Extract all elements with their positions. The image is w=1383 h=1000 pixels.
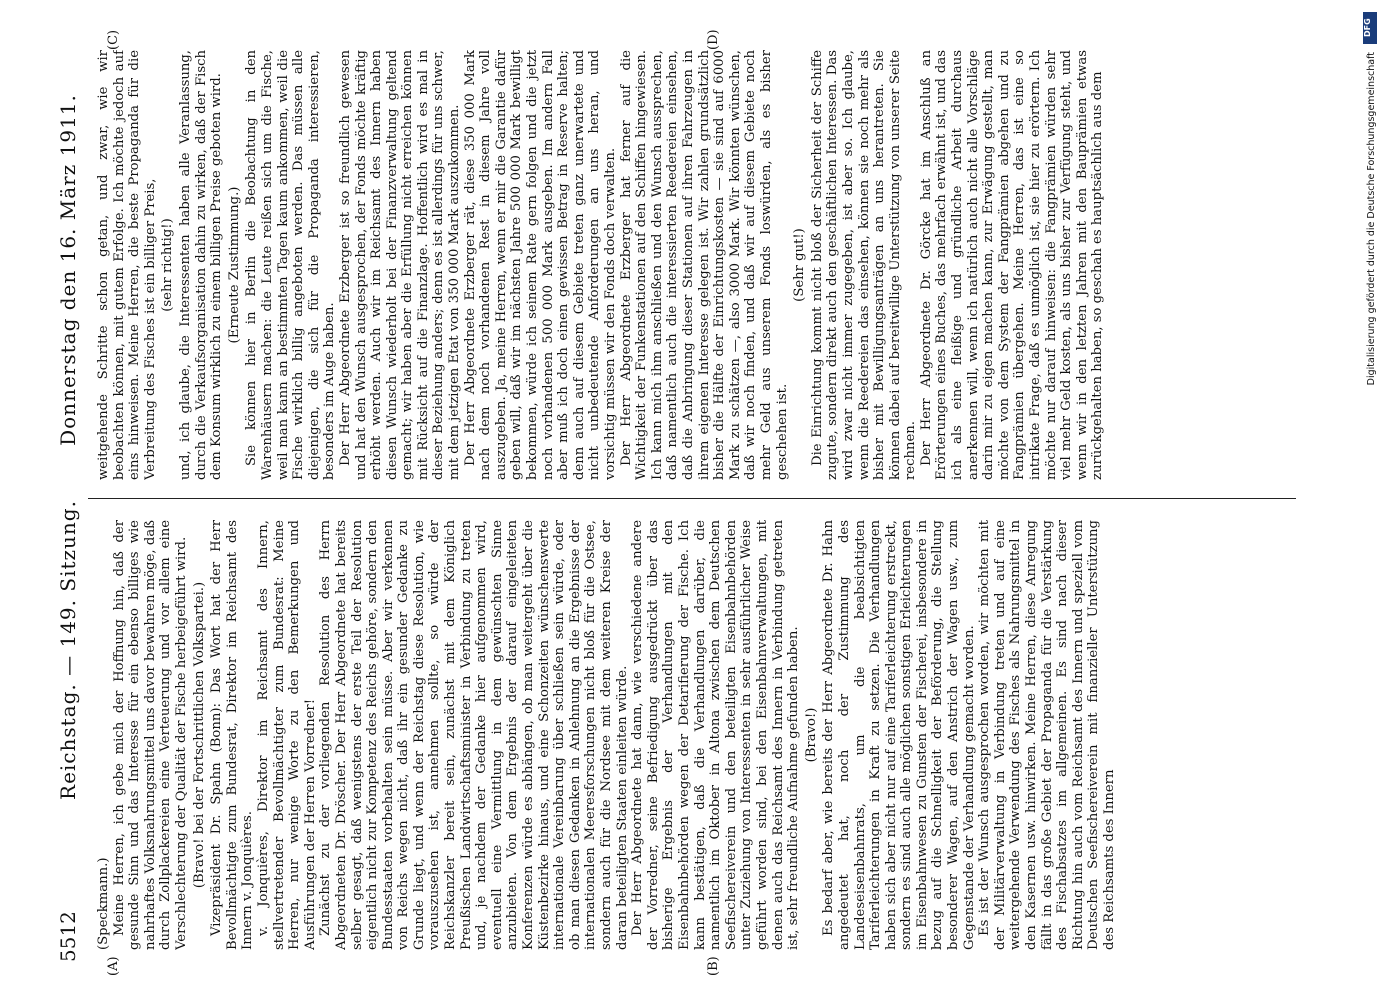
text-columns	[96, 40, 1296, 950]
column-divider	[88, 498, 1296, 499]
paragraph: Vizepräsident Dr. Spahn (Bonn): Das Wort hat der Herr Bevollmächtigte zum Bundesrat, Direktor im Reichsamt des Innern v. Jonquières.	[209, 520, 256, 950]
paragraph: Sie können hier in Berlin die Beobachtung in den Warenhäusern machen: die Leute reißen sich um die Fische, weil man kann an bestimmten Tagen kaum ankommen, weil die Fische wirklich billig angeboten werden. Das müssen alle diejenigen, die sich für die Propaganda interessieren, besonders im Auge haben.	[244, 50, 338, 480]
paragraph: Der Herr Abgeordnete Erzberger hat ferner auf die Wichtigkeit der Funkenstationen auf den Schiffen hingewiesen. Ich kann mich ihm anschließen und den Wunsch aussprechen, daß namentlich auch die interessierten Reedereien einsehen, daß die Anbringung dieser Stationen auf ihren Fahrzeugen in ihrem eigenen Interesse gelegen ist. Wir zahlen grundsätzlich bisher die Hälfte der Einrichtungskosten — sie sind auf 6000 Mark zu schätzen —, also 3000 Mark. Wir könnten wünschen, daß wir noch finden, und daß wir auf diesem Gebiete noch mehr Geld aus unserem Fonds loswürden, als es bisher geschehen ist.	[618, 50, 790, 480]
paragraph: Der Herr Abgeordnete Erzberger rät, diese 350 000 Mark nach dem noch vorhandenen Rest in diesem Jahre voll auszugeben. Ja, meine Herren, wenn er mir die Garantie dafür geben will, daß wir im nächsten Jahre 500 000 Mark bewilligt bekommen, würde ich seinem Rate gern folgen und die jetzt noch vorhandenen 500 000 Mark ausgeben. Im andern Fall aber muß ich doch einen gewissen Betrag in Reserve halten; denn auch auf diesem Gebiete treten ganz unerwartete und nicht unbedeutende Anforderungen an uns heran, und vorsichtig müssen wir den Fonds doch verwalten.	[462, 50, 618, 480]
paragraph: Der Herr Abgeordnete Erzberger ist so freundlich gewesen und hat den Wunsch ausgesprochen, der Fonds möchte kräftig erhöht werden. Auch wir im Reichsamt des Innern haben diesen Wunsch wiederholt bei der Finanzverwaltung geltend gemacht; wir haben aber die Erfüllung nicht erreichen können mit Rücksicht auf die Finanzlage. Hoffentlich wird es mal in dieser Beziehung anders; denn es ist allerdings für uns schwer, mit dem jetzigen Etat von 350 000 Mark auszukommen.	[337, 50, 463, 480]
page-header	[46, 20, 86, 980]
digitization-sidebar	[1357, 8, 1379, 998]
margin-marker-a: (A)	[106, 956, 121, 976]
interjection: (Erneute Zustimmung.)	[226, 186, 242, 344]
paragraph: Der Herr Abgeordnete hat dann, wie verschiedene andere der Vorredner, seine Befriedigung ausgedrückt über das bisherige Ergebnis der Verhandlungen mit den Eisenbahnbehörden wegen der Detarifierung der Fische. Ich kann bestätigen, daß die Verhandlungen darüber, die namentlich im Oktober in Altona zwischen dem Deutschen Seefischereiverein und den beteiligten Eisenbahnbehörden unter Zuziehung von Interessenten in sehr ausführlicher Weise geführt worden sind, bei den Eisenbahnverwaltungen, mit denen auch das Reichsamt des Innern in Verbindung getreten ist, sehr freundliche Aufnahme gefunden haben.	[630, 520, 802, 950]
paragraph: und, ich glaube, die Interessenten haben alle Veranlassung, durch die Verkaufsorganisation dahin zu wirken, daß der Fisch dem Konsum wirklich zu einem billigen Preise geboten wird.	[177, 50, 225, 480]
rotated-page	[46, 20, 1336, 980]
margin-marker-d: (D)	[706, 29, 721, 50]
paragraph: Zunächst zu der vorliegenden Resolution des Herrn Abgeordneten Dr. Dröscher. Der Herr Abgeordnete hat bereits selber gesagt, daß wenigstens der erste Teil der Resolution eigentlich nicht zur Kompetenz des Reichs gehöre, sondern den Bundesstaaten vorbehalten sein müsse. Aber wir verkennen von Reichs wegen nicht, daß ihr ein gesunder Gedanke zu Grunde liegt, und wenn der Reichstag diese Resolution, wie vorauszusehen ist, annehmen sollte, so würde der Reichskanzler bereit sein, zunächst mit dem Königlich Preußischen Landwirtschaftsminister in Verbindung zu treten und, je nachdem der Gedanke hier aufgenommen wird, eventuell eine Vermittlung in dem gewünschten Sinne anzubieten. Von dem Ergebnis der darauf eingeleiteten Konferenzen würde es abhängen, ob man weitergeht über die Küstenbezirke hinaus, und eine Schonzeiten wünschenswerte internationale Vereinbarung über schließen sein würde, oder ob man diesen Gedanken in Anlehnung an die Ergebnisse der internationalen Meeresforschungen nicht bloß für die Ostsee, sondern auch für die Nordsee mit dem weiteren Kreise der daran beteiligten Staaten einleiten würde.	[318, 520, 630, 950]
paragraph: weitgehende Schritte schon getan, und zwar, wie wir beobachten können, mit gutem Erfolge. Ich möchte jedoch auf eins hinweisen. Meine Herren, die beste Propaganda für die Verbreitung des Fisches ist ein billiger Preis,	[96, 50, 158, 480]
dfg-logo: DFG	[1363, 12, 1377, 44]
left-column	[96, 520, 1296, 950]
digitization-note: Digitalisierung gefördert durch die Deutsche Forschungsgemeinschaft	[1366, 52, 1377, 386]
interjection: (sehr richtig!)	[160, 218, 176, 312]
page-number: 5512	[56, 911, 80, 962]
paragraph: Der Herr Abgeordnete Dr. Görcke hat im Anschluß an Erörterungen eines Buches, das mehrfach erwähnt ist, und das ich als eine fleißige und gründliche Arbeit durchaus anerkennen will, wenn ich natürlich auch nicht alle Vorschläge darin mir zu eigen machen kann, zur Erwägung gestellt, man möchte von dem System der Fangprämien abgehen und zu Fangprämien übergehen. Meine Herren, das ist eine so intrikate Frage, daß es unmöglich ist, sie hier zu erörtern. Ich möchte nur darauf hinweisen: die Fangprämien würden sehr viel mehr Geld kosten, als uns bisher zur Verfügung steht, und wenn wir in den letzten Jahren mit den Bauprämien etwas zurückgehalten haben, so geschah es hauptsächlich aus dem	[918, 50, 1106, 480]
session-date: Donnerstag den 16. März 1911.	[56, 94, 80, 446]
interjection: (Bravo!)	[803, 707, 819, 763]
paragraph: Die Einrichtung kommt nicht bloß der Sicherheit der Schiffe zugute, sondern direkt auch den geschäftlichen Interessen. Das wird zwar nicht immer zugegeben, ist aber so. Ich glaube, wenn die Reedereien das einsehen, können sie noch mehr als bisher mit Bewilligungsanträgen an uns herantreten. Sie können dabei auf bereitwillige Unterstützung von unserer Seite rechnen.	[809, 50, 919, 480]
paragraph: Es bedarf aber, wie bereits der Herr Abgeordnete Dr. Hahn angedeutet hat, noch der Zustimmung des Landeseisenbahnrats, um die beabsichtigten Tariferleichterungen in Kraft zu setzen. Die Verhandlungen haben sich aber nicht nur auf eine Tariferleichterung erstreckt, sondern es sind auch alle möglichen sonstigen Erleichterungen im Eisenbahnwesen zu Gunsten der Fischerei, insbesondere in bezug auf die Schnelligkeit der Beförderung, die Stellung besonderer Wagen, auf den Anstrich der Wagen usw., zum Gegenstande der Verhandlung gemacht worden.	[821, 520, 977, 950]
margin-marker-b: (B)	[706, 956, 721, 976]
paragraph: Es ist der Wunsch ausgesprochen worden, wir möchten mit der Militärverwaltung in Verbindung treten und auf eine weitergehende Verwendung des Fisches als Nahrungsmittel in den Kasernen usw. hinwirken. Meine Herren, diese Anregung fällt in das große Gebiet der Propaganda für die Verstärkung des Fischabsatzes im allgemeinen. Es sind nach dieser Richtung hin auch vom Reichsamt des Innern und speziell vom Deutschen Seefischereiverein mit finanzieller Unterstützung des Reichsamts des Innern	[977, 520, 1117, 950]
paragraph: Meine Herren, ich gebe mich der Hoffnung hin, daß der gesunde Sinn und das Interesse für ein ebenso billiges wie nahrhaftes Volksnahrungsmittel uns davor bewahren möge, daß durch Zollplackereien eine Verteuerung und vor allem eine Verschlechterung der Qualität der Fische herbeigeführt wird.	[111, 520, 189, 950]
speaker-tag: (Speckmann.)	[96, 857, 111, 950]
margin-marker-c: (C)	[106, 29, 121, 50]
paragraph: v. Jonquières, Direktor im Reichsamt des Innern, stellvertretender Bevollmächtigter zum Bundesrat: Meine Herren, nur wenige Worte zu den Bemerkungen und Ausführungen der Herren Vorredner!	[255, 520, 318, 950]
session-title: Reichstag. — 149. Sitzung.	[56, 500, 80, 800]
interjection: (Bravo! bei der Fortschrittlichen Volkspartei.)	[191, 581, 207, 889]
interjection: (Sehr gut!)	[792, 228, 808, 302]
right-column	[96, 50, 1296, 480]
